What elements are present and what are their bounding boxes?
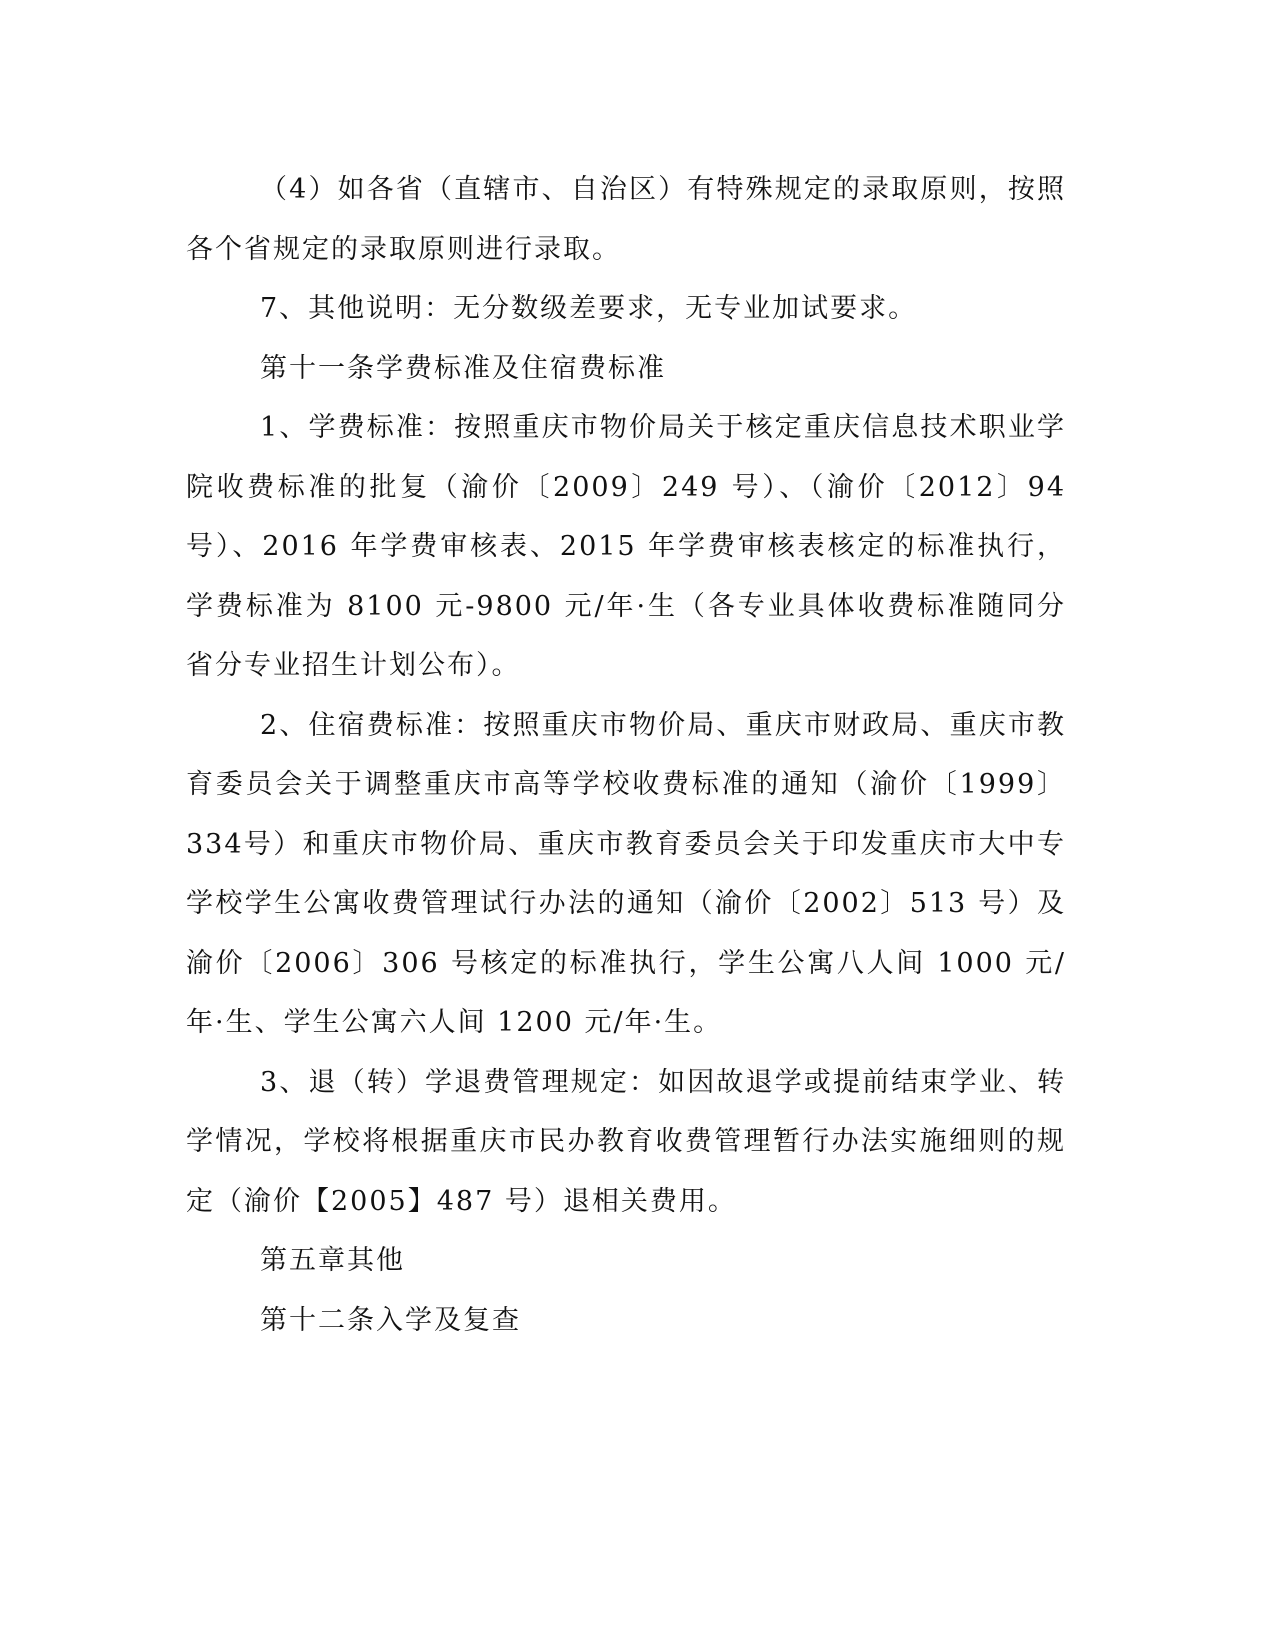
paragraph-tuition-standard <box>186 398 1066 696</box>
text-line: （4）如各省（直辖市、自治区）有特殊规定的录取原则，按照 <box>260 174 1066 205</box>
text-line: 定（渝价【2005】487 号）退相关费用。 <box>186 1185 737 1217</box>
text-line: 2006〕306 号核定的标准执行，学生公寓八人间 1000 元/年·生、学生公 <box>186 947 1066 1038</box>
text-line: 院收费标准的批复（渝价〔2009〕249 号）、（渝价〔2012〕94 号） <box>186 471 1066 562</box>
text-line: 2、住宿费标准：按照重庆市物价局、重庆市财政局、重庆市教 <box>260 709 1066 741</box>
text-line: 第五章其他 <box>260 1245 405 1276</box>
text-line: 各个省规定的录取原则进行录取。 <box>186 233 621 265</box>
text-line: 1、学费标准：按照重庆市物价局关于核定重庆信息技术职业学 <box>260 412 1066 443</box>
text-line: 育委员会关于调整重庆市高等学校收费标准的通知（渝价〔1999〕334 <box>186 769 1066 860</box>
text-line: 第十二条入学及复查 <box>260 1304 521 1336</box>
text-line: 、2016 年学费审核表、2015 年学费审核表核定的标准执行，学费标准 <box>186 531 1067 622</box>
text-line: 学生公寓收费管理试行办法的通知（渝价〔2002〕513 号）及渝价〔 <box>186 888 1066 979</box>
text-line: 学情况，学校将根据重庆市民办教育收费管理暂行办法实施细则的规 <box>186 1126 1066 1157</box>
text-line: 寓六人间 1200 元/年·生。 <box>370 1007 723 1038</box>
text-line: 划公布）。 <box>389 650 521 681</box>
text-line: 第十一条学费标准及住宿费标准 <box>260 352 666 384</box>
text-line: 7、其他说明：无分数级差要求，无专业加试要求。 <box>260 293 918 324</box>
paragraph-admission-principle <box>186 160 1066 279</box>
paragraph-accommodation-standard <box>186 696 1066 1053</box>
heading-article-11 <box>186 339 1066 399</box>
text-line: 3、退（转）学退费管理规定：如因故退学或提前结束学业、转 <box>260 1066 1066 1098</box>
paragraph-other-notes <box>186 279 1066 339</box>
text-line: 号）和重庆市物价局、重庆市教育委员会关于印发重庆市大中专学校 <box>186 828 1066 919</box>
text-line: 为 8100 元-9800 元/年·生（各专业具体收费标准随同分省分专业招生计 <box>186 590 1066 681</box>
document-body <box>186 160 1066 1350</box>
heading-chapter-5 <box>186 1231 1066 1291</box>
heading-article-12 <box>186 1291 1066 1351</box>
paragraph-refund-rules <box>186 1053 1066 1232</box>
